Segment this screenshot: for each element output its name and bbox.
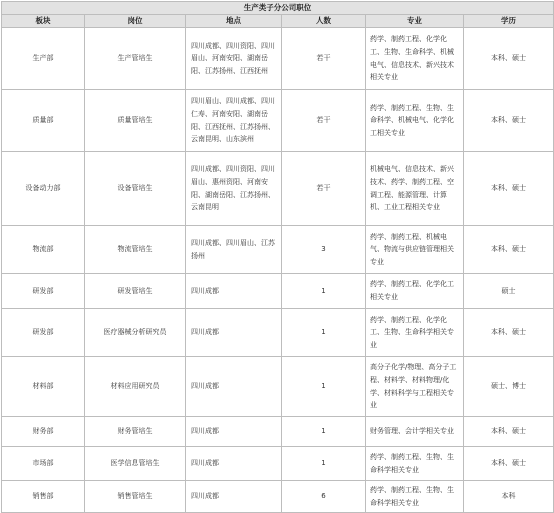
cell-count: 1: [282, 309, 366, 357]
header-location: 地点: [186, 15, 282, 28]
cell-degree: 本科、硕士: [464, 447, 554, 481]
cell-dept: 财务部: [2, 417, 85, 447]
table-row: [2, 90, 554, 152]
table-row: [2, 274, 554, 309]
cell-position: 财务管培生: [85, 417, 186, 447]
cell-location: 四川成都、四川资阳、四川眉山、惠州资阳、河南安阳、湖南岳阳、江苏扬州、云南昆明: [186, 152, 282, 226]
cell-major: 药学、制药工程、生物、生命科学相关专业: [366, 447, 464, 481]
table-row: [2, 28, 554, 90]
cell-dept: 质量部: [2, 90, 85, 152]
cell-position: 质量管培生: [85, 90, 186, 152]
header-row: [2, 15, 554, 28]
job-table-container: [1, 1, 553, 513]
cell-location: 四川成都: [186, 417, 282, 447]
cell-position: 材料应用研究员: [85, 357, 186, 417]
cell-dept: 设备动力部: [2, 152, 85, 226]
table-row: [2, 417, 554, 447]
cell-major: 药学、制药工程、生物、生命科学相关专业: [366, 481, 464, 513]
table-title-row: [2, 2, 554, 15]
cell-position: 设备管培生: [85, 152, 186, 226]
cell-major: 药学、制药工程、化学化工相关专业: [366, 274, 464, 309]
cell-location: 四川成都、四川资阳、四川眉山、河南安阳、湖南岳阳、江苏扬州、江西抚州: [186, 28, 282, 90]
cell-dept: 材料部: [2, 357, 85, 417]
cell-count: 1: [282, 357, 366, 417]
cell-degree: 本科、硕士: [464, 309, 554, 357]
cell-dept: 生产部: [2, 28, 85, 90]
cell-location: 四川成都: [186, 447, 282, 481]
cell-degree: 本科、硕士: [464, 226, 554, 274]
cell-position: 销售管培生: [85, 481, 186, 513]
cell-location: 四川成都: [186, 309, 282, 357]
cell-count: 若干: [282, 28, 366, 90]
table-row: [2, 357, 554, 417]
cell-degree: 硕士: [464, 274, 554, 309]
cell-major: 药学、制药工程、化学化工、生物、生命科学相关专业: [366, 309, 464, 357]
job-table: [1, 1, 554, 513]
cell-degree: 本科、硕士: [464, 28, 554, 90]
cell-position: 医疗器械分析研究员: [85, 309, 186, 357]
cell-degree: 硕士、博士: [464, 357, 554, 417]
table-title: 生产类子分公司职位: [2, 2, 554, 15]
header-degree: 学历: [464, 15, 554, 28]
cell-major: 药学、制药工程、机械电气、物流与供应链管理相关专业: [366, 226, 464, 274]
cell-location: 四川成都: [186, 357, 282, 417]
cell-major: 药学、制药工程、生物、生命科学、机械电气、化学化工相关专业: [366, 90, 464, 152]
cell-location: 四川眉山、四川成都、四川仁寿、河南安阳、湖南岳阳、江西抚州、江苏扬州、云南昆明、山东滨州: [186, 90, 282, 152]
cell-location: 四川成都: [186, 274, 282, 309]
cell-count: 1: [282, 417, 366, 447]
table-row: [2, 447, 554, 481]
cell-major: 高分子化学/物理、高分子工程、材料学、材料物理/化学、材料科学与工程相关专业: [366, 357, 464, 417]
cell-dept: 研发部: [2, 309, 85, 357]
cell-location: 四川成都: [186, 481, 282, 513]
cell-dept: 市场部: [2, 447, 85, 481]
cell-count: 6: [282, 481, 366, 513]
table-row: [2, 481, 554, 513]
cell-dept: 物流部: [2, 226, 85, 274]
cell-count: 若干: [282, 90, 366, 152]
cell-major: 机械电气、信息技术、新兴技术、药学、制药工程、空调工程、能源管理、计算机、工业工程相关专业: [366, 152, 464, 226]
table-row: [2, 152, 554, 226]
cell-location: 四川成都、四川眉山、江苏扬州: [186, 226, 282, 274]
cell-count: 若干: [282, 152, 366, 226]
cell-major: 药学、制药工程、化学化工、生物、生命科学、机械电气、信息技术、新兴技术相关专业: [366, 28, 464, 90]
header-dept: 板块: [2, 15, 85, 28]
cell-degree: 本科: [464, 481, 554, 513]
cell-count: 3: [282, 226, 366, 274]
cell-degree: 本科、硕士: [464, 152, 554, 226]
table-row: [2, 226, 554, 274]
cell-position: 医学信息管培生: [85, 447, 186, 481]
cell-count: 1: [282, 447, 366, 481]
table-row: [2, 309, 554, 357]
header-major: 专业: [366, 15, 464, 28]
header-position: 岗位: [85, 15, 186, 28]
cell-dept: 销售部: [2, 481, 85, 513]
cell-position: 生产管培生: [85, 28, 186, 90]
cell-position: 研发管培生: [85, 274, 186, 309]
cell-count: 1: [282, 274, 366, 309]
cell-position: 物流管培生: [85, 226, 186, 274]
header-count: 人数: [282, 15, 366, 28]
cell-degree: 本科、硕士: [464, 90, 554, 152]
cell-dept: 研发部: [2, 274, 85, 309]
cell-degree: 本科、硕士: [464, 417, 554, 447]
cell-major: 财务管理、会计学相关专业: [366, 417, 464, 447]
